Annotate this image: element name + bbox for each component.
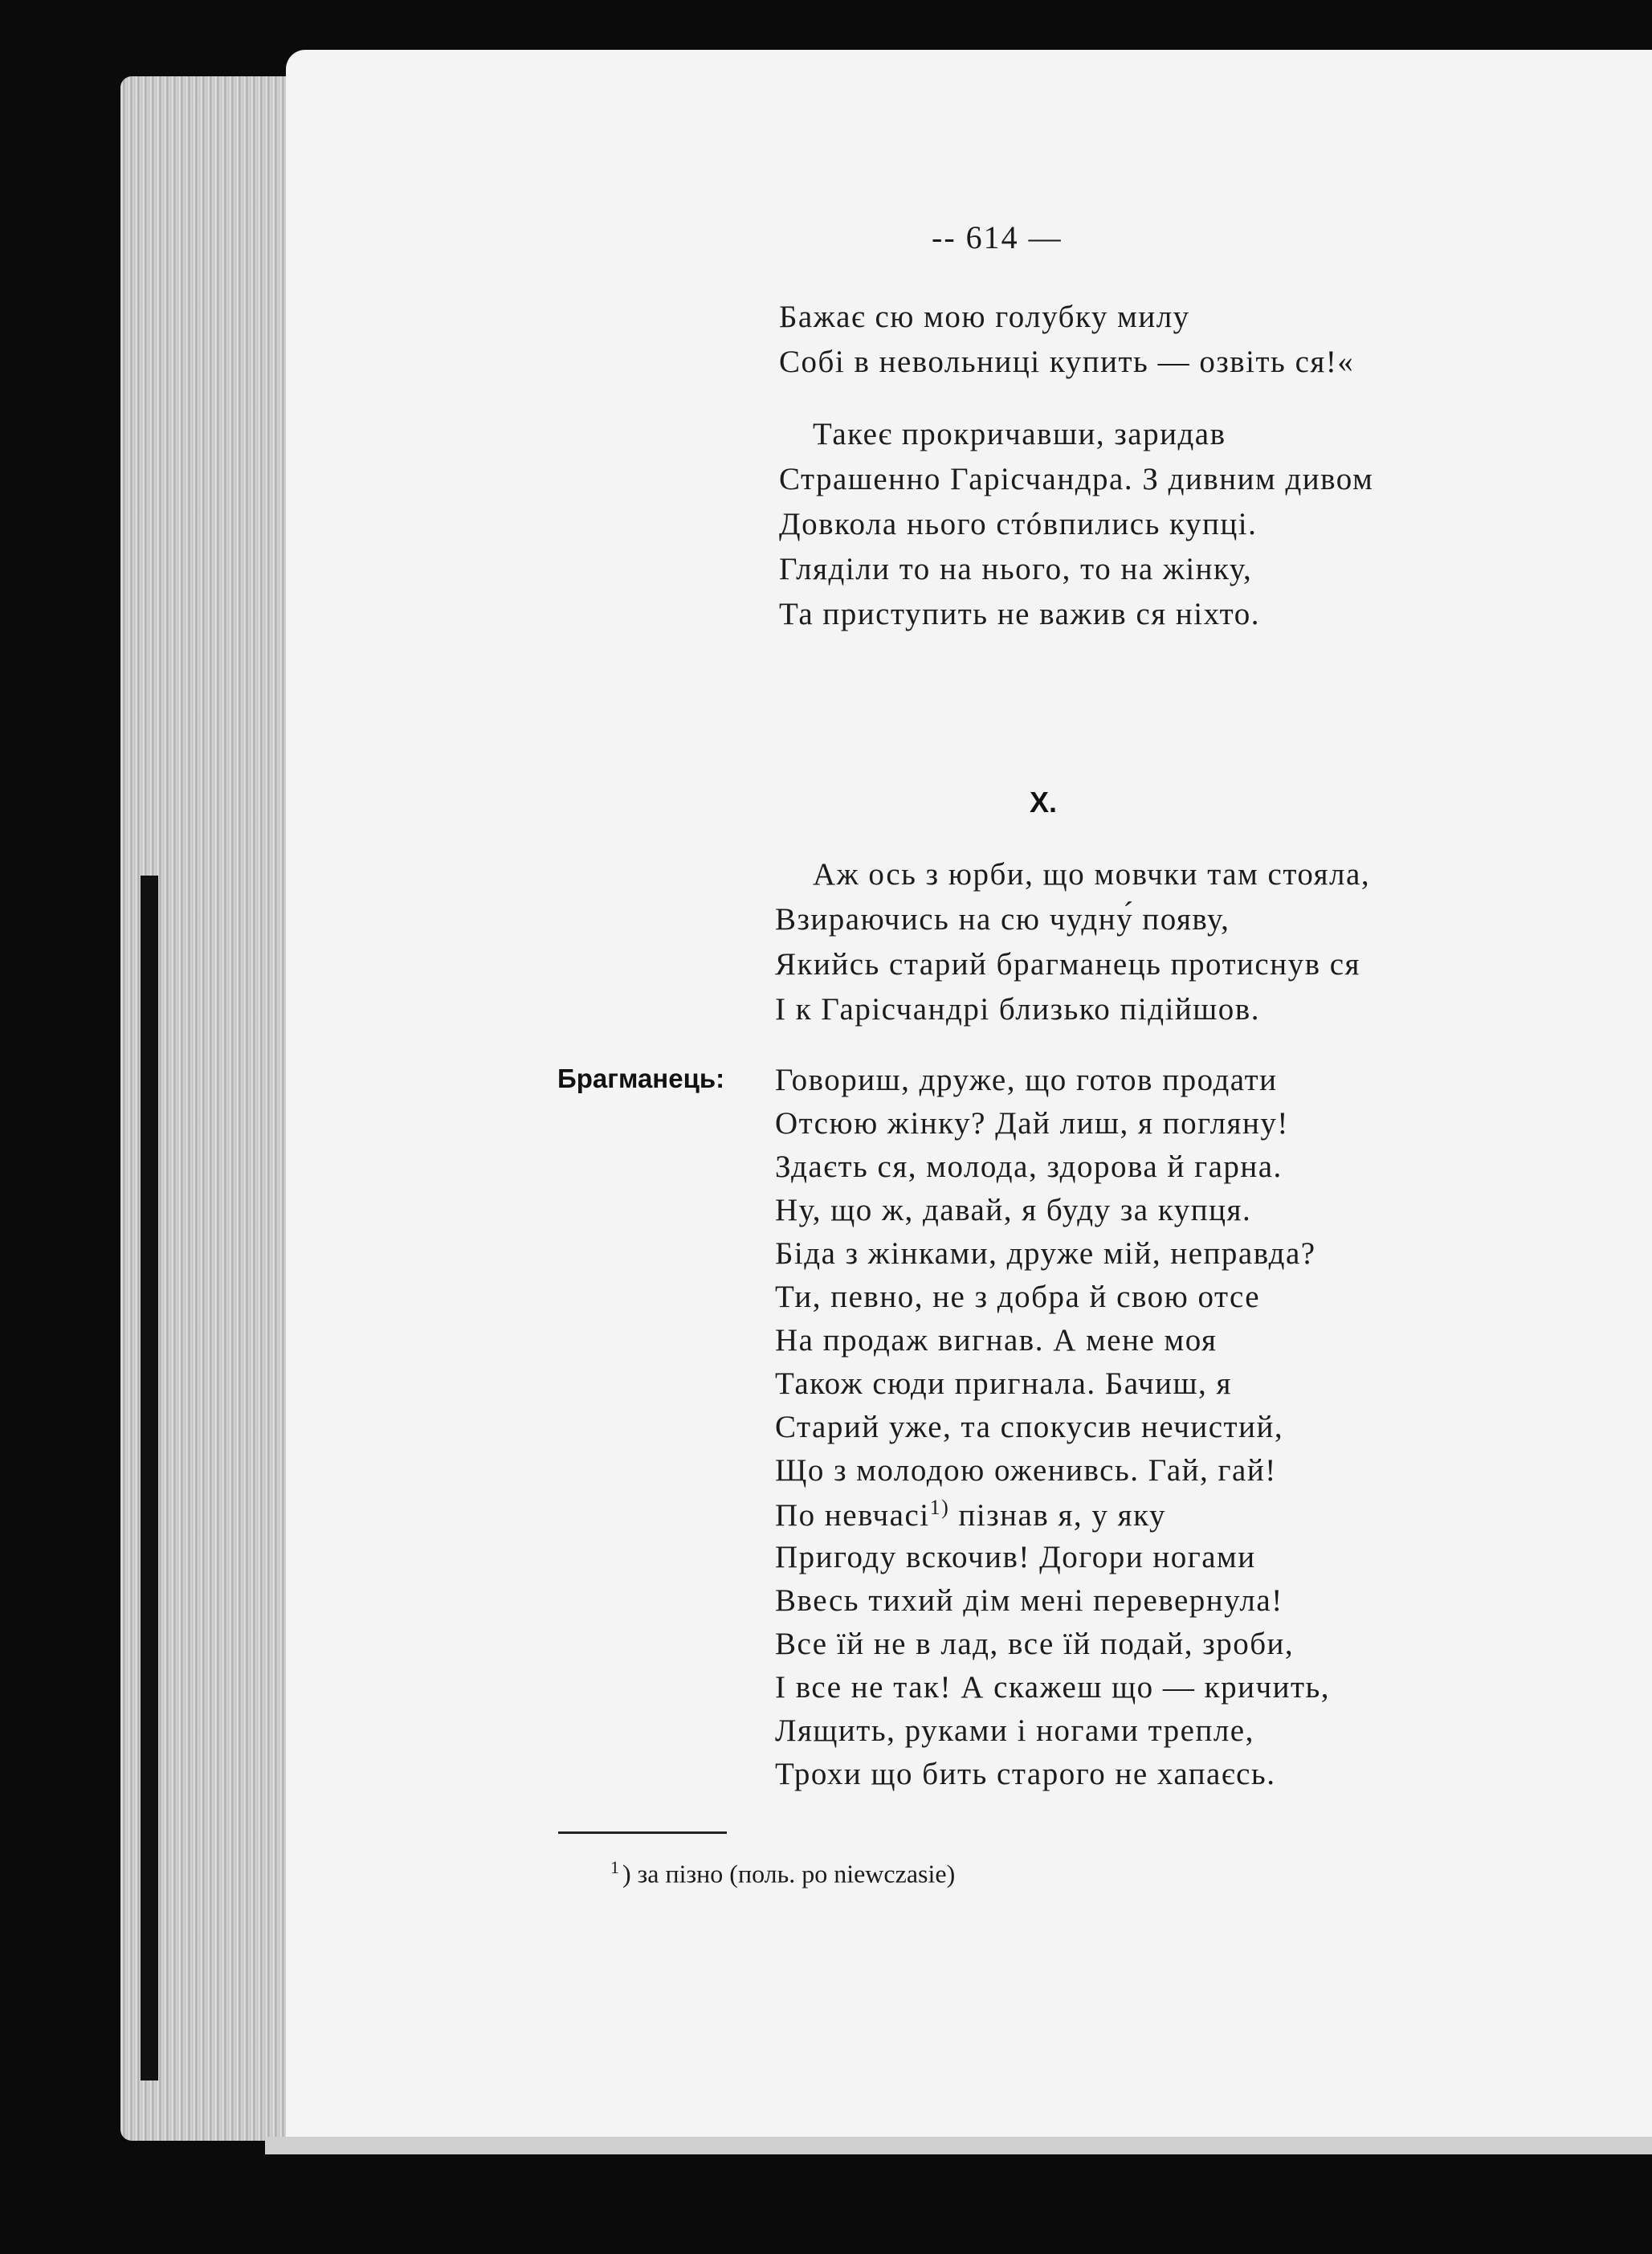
footnote-reference[interactable]: 1) — [929, 1496, 950, 1519]
speech-line — [775, 1496, 1166, 1533]
binding-shadow — [141, 876, 158, 2080]
verse-line: Аж ось з юрби, що мовчки там стояла, — [813, 857, 1371, 892]
verse-line: Страшенно Гарісчандра. З дивним дивом — [779, 462, 1374, 496]
speech-line: Отсюю жінку? Дай лиш, я погляну! — [775, 1106, 1289, 1141]
speech-line: І все не так! А скажеш що — кричить, — [775, 1670, 1331, 1705]
verse-line: Гляділи то на нього, то на жінку, — [779, 552, 1253, 586]
footnote — [610, 1857, 955, 1889]
section-heading: X. — [1030, 786, 1058, 819]
speech-line: Старий уже, та спокусив нечистий, — [775, 1410, 1284, 1444]
verse-line: І к Гарісчандрі близько підійшов. — [775, 992, 1260, 1027]
verse-line: Якийсь старий брагманець протиснув ся — [775, 947, 1360, 982]
verse-line: Та приступить не важив ся ніхто. — [779, 597, 1260, 631]
footnote-text: ) за пізно (поль. po niewczasie) — [622, 1859, 956, 1889]
speech-line: Що з молодою оженивсь. Гай, гай! — [775, 1453, 1277, 1488]
speech-line: Здаєть ся, молода, здорова й гарна. — [775, 1149, 1283, 1184]
speech-line-text: пізнав я, у яку — [949, 1498, 1167, 1533]
verse-line: Собі в невольниці купить — озвіть ся!« — [779, 345, 1355, 379]
speech-line: Трохи що бить старого не хапаєсь. — [775, 1757, 1276, 1791]
speech-line: Ввесь тихий дім мені перевернула! — [775, 1583, 1283, 1618]
speech-line: Все їй не в лад, все їй подай, зроби, — [775, 1627, 1295, 1661]
speech-line: Біда з жінками, друже мій, неправда? — [775, 1236, 1316, 1271]
page-number: -- 614 — — [932, 219, 1063, 255]
footnote-mark: 1 — [610, 1857, 619, 1877]
page-bottom-edge — [265, 2137, 1652, 2154]
verse-line: Такеє прокричавши, заридав — [813, 417, 1226, 451]
speech-line: Говориш, друже, що готов продати — [775, 1063, 1278, 1097]
footnote-divider — [558, 1831, 727, 1834]
speech-line: Пригоду вскочив! Догори ногами — [775, 1540, 1256, 1574]
verse-line: Бажає сю мою голубку милу — [779, 300, 1190, 334]
verse-line: Взираючись на сю чудну́ появу, — [775, 902, 1230, 937]
speech-line: Ну, що ж, давай, я буду за купця. — [775, 1193, 1252, 1227]
speech-line: На продаж вигнав. А мене моя — [775, 1323, 1218, 1358]
verse-line: Довкола нього стóвпились купці. — [779, 507, 1258, 541]
speaker-label: Брагманець: — [557, 1064, 725, 1093]
speech-line: Лящить, руками і ногами трепле, — [775, 1713, 1254, 1748]
speech-line: Також сюди пригнала. Бачиш, я — [775, 1366, 1232, 1401]
speech-line-text: По невчасі — [775, 1498, 930, 1533]
speech-line: Ти, певно, не з добра й свою отсе — [775, 1280, 1261, 1314]
